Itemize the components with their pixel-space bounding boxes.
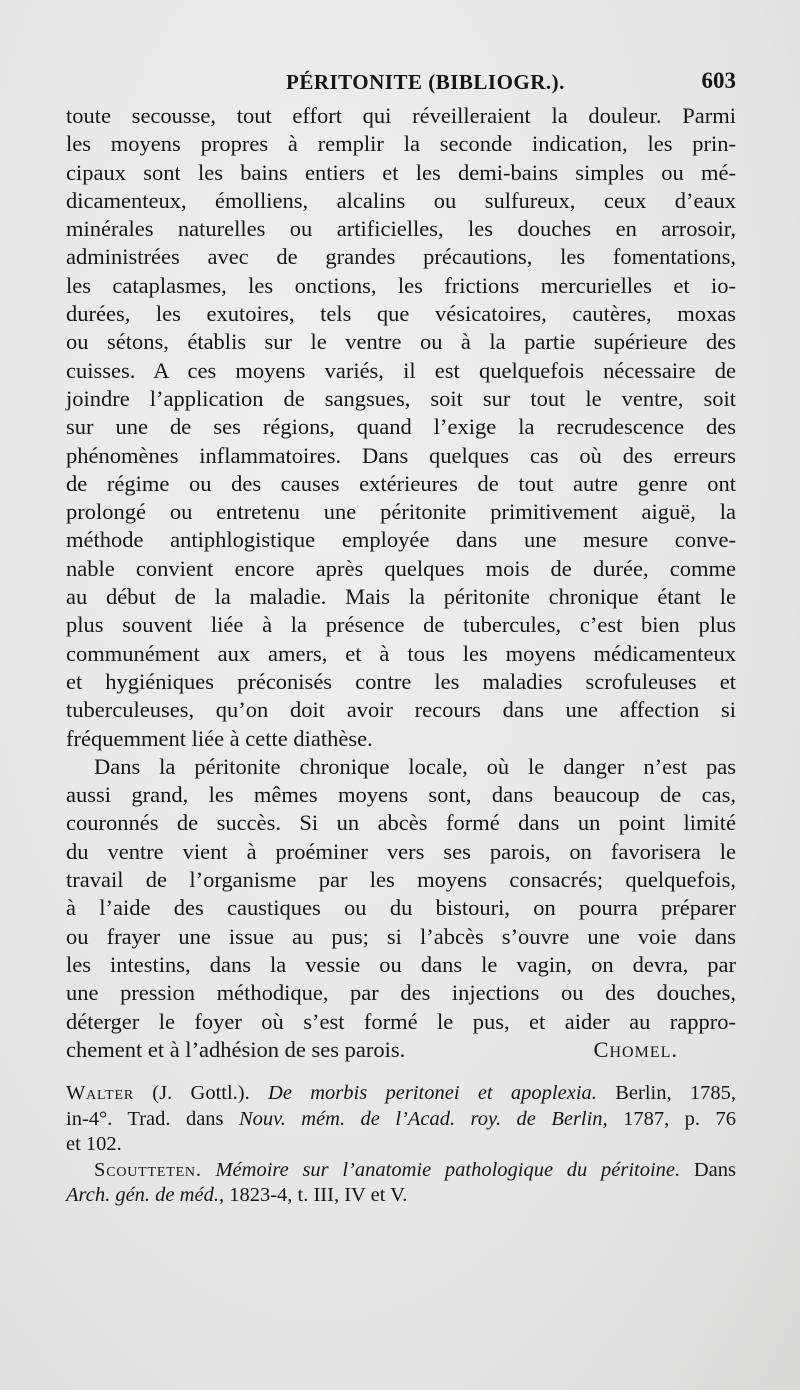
text-line: à l’aide des caustiques ou du bistouri, on pourra préparer [66,895,736,921]
text-line: minérales naturelles ou artificielles, les douches en arrosoir, [66,216,736,242]
bib-pages: et 102. [66,1133,122,1155]
bib-title: Mémoire sur l’anatomie pathologique du péritoine. [215,1158,681,1181]
text-line: phénomènes inflammatoires. Dans quelques cas où des erreurs [66,442,736,468]
page-number: 603 [701,68,736,93]
bibliography [66,1081,736,1209]
text-line: les intestins, dans la vessie ou dans le vagin, on devra, par [66,951,736,977]
text-line: durées, les exutoires, tels que vésicatoires, cautères, moxas [66,301,736,327]
bibliography-entry-scoutteten-line-2 [66,1183,736,1209]
bib-journal: Nouv. mém. de l’Acad. roy. de Berlin, [238,1107,608,1130]
running-head [66,66,736,100]
text-line: plus souvent liée à la présence de tubercules, c’est bien plus [66,612,736,638]
bib-journal-ref: 1787, p. 76 [623,1107,736,1130]
bibliography-entry-walter-line-2 [66,1107,736,1133]
text-line: cipaux sont les bains entiers et les demi-bains simples ou mé- [66,159,736,185]
text-line: communément aux amers, et à tous les moyens médicamenteux [66,640,736,666]
text-line: au début de la maladie. Mais la péritonite chronique étant le [66,584,736,610]
text-line: les cataplasmes, les onctions, les frictions mercurielles et io- [66,272,736,298]
text-line: aussi grand, les mêmes moyens sont, dans beaucoup de cas, [66,782,736,808]
bib-place-date: Berlin, 1785, [615,1082,737,1104]
bib-journal: Arch. gén. de méd., [66,1184,225,1206]
bib-author-initials: (J. Gottl.). [152,1082,250,1104]
text-line: fréquemment liée à cette diathèse. [66,725,373,751]
text-line: déterger le foyer où s’est formé le pus, et aider au rappro- [66,1008,736,1034]
text-line: du ventre vient à proéminer vers ses parois, on favorisera le [66,838,736,864]
text-line: travail de l’organisme par les moyens consacrés; quelquefois, [66,867,736,893]
bib-author: Walter [66,1082,134,1104]
bibliography-entry-scoutteten-line-1 [66,1158,736,1184]
text-line: toute secousse, tout effort qui réveilleraient la douleur. Parmi [66,103,736,128]
text-line: prolongé ou entretenu une péritonite primitivement aiguë, la [66,499,736,525]
text-line: joindre l’application de sangsues, soit sur tout le ventre, soit [66,385,736,411]
text-line-with-signature [66,1036,736,1064]
text-line: de régime ou des causes extérieures de tout autre genre ont [66,470,736,496]
text-line-final: chement et à l’adhésion de ses parois. [66,1036,406,1062]
text-line: tuberculeuses, qu’on doit avoir recours dans une affection si [66,697,736,723]
bib-author: Scoutteten. [94,1158,202,1181]
text-line: couronnés de succès. Si un abcès formé dans un point limité [66,810,736,836]
author-signature: Chomel. [593,1036,678,1062]
text-line: ou sétons, établis sur le ventre ou à la partie supérieure des [66,329,736,355]
bibliography-entry-walter-line-1 [66,1081,736,1107]
running-title: PÉRITONITE (BIBLIOGR.). [286,70,565,94]
text-line: nable convient encore après quelques mois de durée, comme [66,555,736,581]
text-line: les moyens propres à remplir la seconde indication, les prin- [66,131,736,157]
main-text [66,102,736,1064]
text-line: cuisses. A ces moyens variés, il est quelquefois nécessaire de [66,357,736,383]
bib-format: in-4°. Trad. dans [66,1107,224,1130]
bib-connector: Dans [693,1158,737,1181]
text-line: dicamenteux, émolliens, alcalins ou sulfureux, ceux d’eaux [66,187,736,213]
text-line: une pression méthodique, par des injections ou des douches, [66,980,736,1006]
bib-volumes: 1823-4, t. III, IV et V. [229,1184,408,1206]
bibliography-entry-walter-line-3 [66,1132,736,1158]
text-line: méthode antiphlogistique employée dans une mesure conve- [66,527,736,553]
text-line: Dans la péritonite chronique locale, où le danger n’est pas [94,753,736,779]
text-line: ou frayer une issue au pus; si l’abcès s’ouvre une voie dans [66,923,736,949]
bib-title: De morbis peritonei et apoplexia. [268,1082,597,1104]
text-line: administrées avec de grandes précautions, les fomentations, [66,244,736,270]
text-line: et hygiéniques préconisés contre les maladies scrofuleuses et [66,668,736,694]
text-line: sur une de ses régions, quand l’exige la recrudescence des [66,414,736,440]
